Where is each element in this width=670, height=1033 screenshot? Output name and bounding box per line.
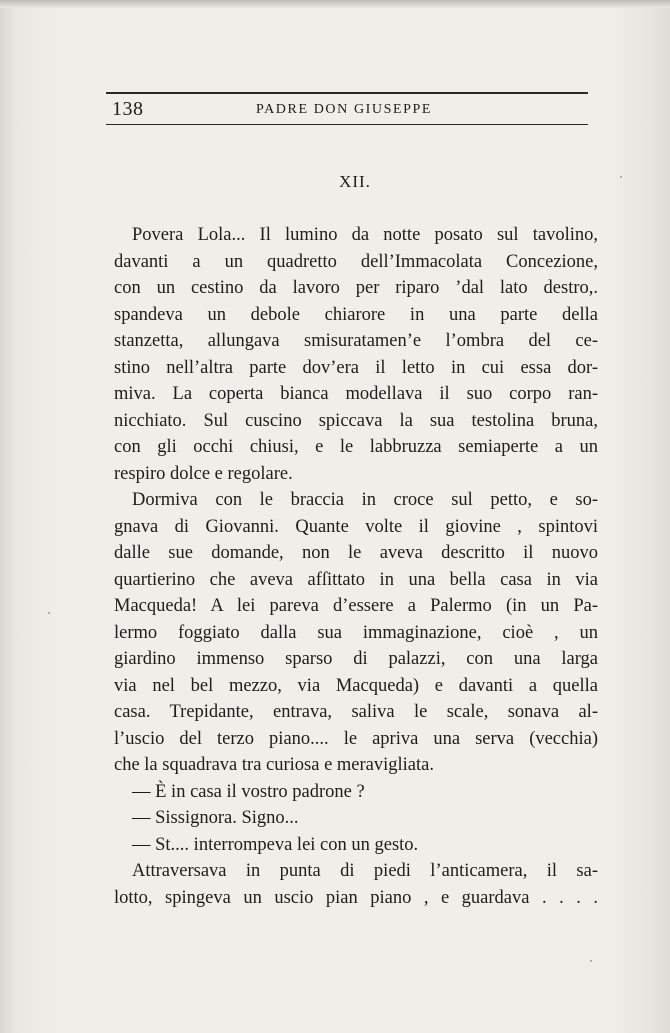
text-line: via nel bel mezzo, via Macqueda) e davanti a quella: [114, 675, 598, 696]
body-text: [114, 222, 598, 911]
text-line: lermo foggiato dalla sua immaginazione, cioè , un: [114, 622, 598, 643]
text-line: stino nell’altra parte dov’era il letto in cui essa dor-: [114, 357, 598, 378]
text-line: spandeva un debole chiarore in una parte della: [114, 304, 598, 325]
paper-speck: [620, 176, 622, 178]
text-line: stanzetta, allungava smisuratamen’e l’ombra del ce-: [114, 331, 598, 351]
text-line: miva. La coperta bianca modellava il suo corpo ran-: [114, 384, 598, 404]
text-line: con gli occhi chiusi, e le labbruzza semiaperte a un: [114, 437, 598, 457]
text-line: Povera Lola... Il lumino da notte posato sul tavolino,: [132, 225, 598, 245]
text-line: Dormiva con le braccia in croce sul petto, e so-: [132, 490, 598, 510]
dialogue-line: — St.... interrompeva lei con un gesto.: [132, 834, 419, 855]
paper-speck: [48, 612, 50, 614]
header-rule-top: [106, 92, 588, 94]
running-title: PADRE DON GIUSEPPE: [256, 102, 433, 117]
page-header: [106, 92, 588, 132]
header-rule-bottom: [106, 124, 588, 125]
page-number: 138: [112, 98, 144, 120]
dialogue-line: — Sissignora. Signo...: [132, 808, 299, 828]
text-line: nicchiato. Sul cuscino spiccava la sua testolina bruna,: [114, 410, 598, 431]
text-line: Macqueda! A lei pareva d’essere a Palermo (in un Pa-: [114, 596, 598, 616]
text-line: con un cestino da lavoro per riparo ’dal lato destro,.: [114, 278, 598, 298]
text-line: respiro dolce e regolare.: [114, 463, 293, 484]
text-line: giardino immenso sparso di palazzi, con una larga: [114, 649, 598, 669]
text-line: l’uscio del terzo piano.... le apriva una serva (vecchia): [114, 728, 598, 749]
text-line: gnava di Giovanni. Quante volte il giovine , spintovi: [114, 516, 598, 537]
text-line: Attraversava in punta di piedi l’anticamera, il sa-: [132, 861, 598, 881]
text-line: che la squadrava tra curiosa e meravigliata.: [114, 755, 434, 775]
page-top-edge: [0, 0, 670, 8]
dialogue-line: — È in casa il vostro padrone ?: [132, 781, 365, 802]
text-line: dalle sue domande, non le aveva descritto il nuovo: [114, 543, 598, 563]
chapter-heading: XII.: [339, 172, 371, 191]
text-line: quartierino che aveva afſittato in una bella casa in via: [114, 569, 598, 590]
text-line: davanti a un quadretto dell’Immacolata Concezione,: [114, 251, 598, 272]
paper-speck: [590, 960, 592, 962]
text-line: lotto, spingeva un uscio pian piano , e guardava . . . .: [114, 887, 598, 908]
text-line: casa. Trepidante, entrava, saliva le scale, sonava al-: [114, 702, 598, 722]
